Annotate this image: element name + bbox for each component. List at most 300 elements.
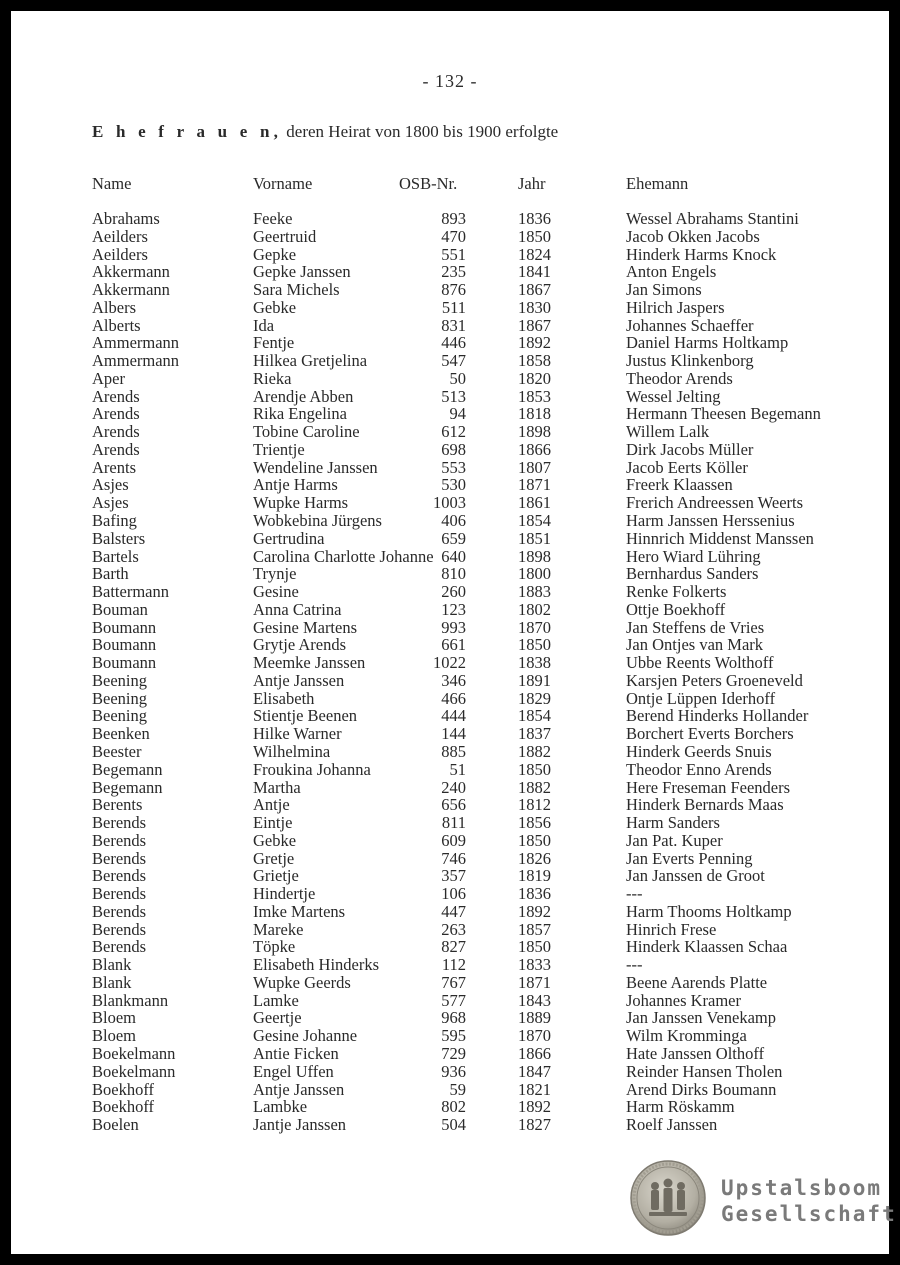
cell-name: Asjes (92, 493, 129, 513)
cell-osb: 551 (441, 244, 466, 264)
cell-ehemann: Wessel Jelting (626, 386, 721, 406)
cell-name: Ammermann (92, 333, 180, 353)
cell-name: Boumann (92, 617, 157, 637)
cell-name: Berends (92, 901, 147, 921)
cell-osb: 235 (441, 262, 466, 282)
cell-ehemann: Johannes Kramer (626, 990, 742, 1010)
table-row (92, 228, 872, 246)
cell-name: Begemann (92, 777, 163, 797)
cell-jahr: 1870 (518, 617, 551, 637)
cell-ehemann: Hate Janssen Olthoff (626, 1043, 765, 1063)
cell-jahr: 1858 (518, 351, 551, 371)
cell-vorname: Rieka (253, 368, 292, 388)
cell-name: Aeilders (92, 244, 148, 264)
cell-ehemann: Anton Engels (626, 262, 717, 282)
cell-vorname: Gesine Johanne (253, 1026, 358, 1046)
table-row (92, 352, 872, 370)
cell-osb: 94 (449, 404, 466, 424)
cell-ehemann: Wilm Kromminga (626, 1026, 747, 1046)
table-row (92, 1027, 872, 1045)
cell-vorname: Martha (253, 777, 301, 797)
cell-jahr: 1847 (518, 1061, 551, 1081)
cell-vorname: Gebke (253, 297, 297, 317)
column-header-ehemann: Ehemann (626, 174, 689, 193)
cell-osb: 1022 (433, 653, 466, 673)
table-row (92, 530, 872, 548)
cell-vorname: Hilkea Gretjelina (253, 351, 368, 371)
cell-name: Arends (92, 439, 140, 459)
cell-name: Beening (92, 706, 147, 726)
cell-name: Beening (92, 688, 147, 708)
cell-name: Asjes (92, 475, 129, 495)
heading-spaced-word: E h e f r a u e n, (92, 122, 283, 141)
cell-osb: 466 (441, 688, 466, 708)
cell-osb: 767 (441, 972, 466, 992)
table-row (92, 548, 872, 566)
cell-vorname: Arendje Abben (253, 386, 354, 406)
cell-vorname: Carolina Charlotte Johanne (253, 546, 434, 566)
cell-name: Arends (92, 404, 140, 424)
cell-ehemann: Arend Dirks Boumann (626, 1079, 777, 1099)
cell-jahr: 1854 (518, 706, 551, 726)
cell-jahr: 1853 (518, 386, 551, 406)
cell-ehemann: Theodor Arends (626, 368, 733, 388)
cell-name: Bafing (92, 511, 137, 531)
cell-jahr: 1827 (518, 1115, 551, 1135)
cell-vorname: Fentje (253, 333, 295, 353)
cell-vorname: Hilke Warner (253, 724, 342, 744)
table-row (92, 441, 872, 459)
cell-vorname: Wendeline Janssen (253, 457, 378, 477)
cell-jahr: 1866 (518, 439, 551, 459)
cell-ehemann: Freerk Klaassen (626, 475, 733, 495)
cell-name: Berends (92, 937, 147, 957)
cell-vorname: Wilhelmina (253, 741, 331, 761)
table-row (92, 938, 872, 956)
page-heading (92, 122, 558, 142)
cell-osb: 1003 (433, 493, 466, 513)
cell-jahr: 1856 (518, 813, 551, 833)
cell-jahr: 1826 (518, 848, 551, 868)
cell-vorname: Trynje (253, 564, 297, 584)
table-row (92, 494, 872, 512)
marriage-table (92, 175, 872, 1134)
cell-ehemann: Hinderk Harms Knock (626, 244, 777, 264)
cell-ehemann: Johannes Schaeffer (626, 315, 754, 335)
table-row (92, 885, 872, 903)
cell-osb: 144 (441, 724, 466, 744)
cell-jahr: 1800 (518, 564, 551, 584)
cell-osb: 357 (441, 866, 466, 886)
cell-ehemann: Hinrich Frese (626, 919, 717, 939)
cell-jahr: 1866 (518, 1043, 551, 1063)
cell-jahr: 1892 (518, 901, 551, 921)
cell-ehemann: Roelf Janssen (626, 1115, 718, 1135)
cell-name: Abrahams (92, 209, 160, 228)
cell-vorname: Gesine (253, 582, 299, 602)
society-logo (629, 1159, 897, 1239)
column-header-name: Name (92, 174, 132, 193)
cell-name: Beester (92, 741, 142, 761)
cell-vorname: Grietje (253, 866, 299, 886)
cell-ehemann: Jan Steffens de Vries (626, 617, 765, 637)
cell-vorname: Geertje (253, 1008, 302, 1028)
cell-jahr: 1830 (518, 297, 551, 317)
cell-vorname: Wupke Geerds (253, 972, 351, 992)
cell-jahr: 1850 (518, 226, 551, 246)
cell-name: Boumann (92, 635, 157, 655)
cell-vorname: Gebke (253, 830, 297, 850)
logo-line-1: Upstalsboom (721, 1176, 883, 1200)
cell-osb: 346 (441, 670, 466, 690)
cell-name: Berends (92, 919, 147, 939)
table-row (92, 423, 872, 441)
cell-osb: 885 (441, 741, 466, 761)
cell-name: Bloem (92, 1026, 136, 1046)
table-row (92, 1081, 872, 1099)
cell-jahr: 1871 (518, 972, 551, 992)
table-row (92, 956, 872, 974)
cell-name: Boekelmann (92, 1043, 176, 1063)
cell-vorname: Rika Engelina (253, 404, 347, 424)
cell-ehemann: Hilrich Jaspers (626, 297, 725, 317)
cell-vorname: Gesine Martens (253, 617, 358, 637)
table-row (92, 903, 872, 921)
cell-osb: 106 (441, 884, 466, 904)
cell-name: Aper (92, 368, 125, 388)
cell-vorname: Mareke (253, 919, 304, 939)
cell-jahr: 1843 (518, 990, 551, 1010)
cell-jahr: 1891 (518, 670, 551, 690)
cell-jahr: 1870 (518, 1026, 551, 1046)
cell-vorname: Imke Martens (253, 901, 346, 921)
cell-vorname: Elisabeth Hinderks (253, 955, 380, 975)
cell-osb: 511 (441, 297, 466, 317)
table-row (92, 832, 872, 850)
table-row (92, 654, 872, 672)
cell-jahr: 1850 (518, 635, 551, 655)
table-row (92, 743, 872, 761)
cell-vorname: Lamke (253, 990, 299, 1010)
table-row (92, 761, 872, 779)
cell-ehemann: Harm Sanders (626, 813, 720, 833)
cell-name: Boumann (92, 653, 157, 673)
cell-jahr: 1818 (518, 404, 551, 424)
table-row (92, 850, 872, 868)
cell-jahr: 1882 (518, 777, 551, 797)
table-row (92, 601, 872, 619)
cell-osb: 802 (441, 1097, 466, 1117)
cell-osb: 640 (441, 546, 466, 566)
cell-jahr: 1833 (518, 955, 551, 975)
heading-rest: deren Heirat von 1800 bis 1900 erfolgte (282, 122, 559, 141)
cell-ehemann: Jacob Eerts Köller (626, 457, 748, 477)
cell-vorname: Froukina Johanna (253, 759, 371, 779)
cell-osb: 746 (441, 848, 466, 868)
cell-osb: 936 (441, 1061, 466, 1081)
column-header-jahr: Jahr (518, 174, 546, 193)
cell-vorname: Antje Janssen (253, 670, 345, 690)
cell-vorname: Wupke Harms (253, 493, 349, 513)
cell-osb: 876 (441, 280, 466, 300)
cell-name: Akkermann (92, 280, 170, 300)
table-row (92, 690, 872, 708)
cell-vorname: Meemke Janssen (253, 653, 366, 673)
cell-jahr: 1836 (518, 884, 551, 904)
cell-osb: 447 (441, 901, 466, 921)
cell-ehemann: Hinnrich Middenst Manssen (626, 528, 814, 548)
cell-vorname: Gertrudina (253, 528, 325, 548)
cell-ehemann: Reinder Hansen Tholen (626, 1061, 783, 1081)
cell-name: Berends (92, 830, 147, 850)
table-row (92, 867, 872, 885)
cell-ehemann: Borchert Everts Borchers (626, 724, 794, 744)
cell-vorname: Hindertje (253, 884, 316, 904)
cell-osb: 893 (441, 209, 466, 228)
cell-ehemann: --- (626, 955, 643, 975)
cell-osb: 260 (441, 582, 466, 602)
cell-osb: 553 (441, 457, 466, 477)
cell-ehemann: Ubbe Reents Wolthoff (626, 653, 774, 673)
cell-osb: 51 (449, 759, 466, 779)
cell-vorname: Anna Catrina (253, 599, 342, 619)
cell-jahr: 1867 (518, 315, 551, 335)
cell-ehemann: Harm Röskamm (626, 1097, 735, 1117)
table-row (92, 210, 872, 228)
table-row (92, 636, 872, 654)
cell-osb: 698 (441, 439, 466, 459)
cell-vorname: Antje Harms (253, 475, 338, 495)
cell-osb: 59 (449, 1079, 466, 1099)
cell-vorname: Stientje Beenen (253, 706, 358, 726)
cell-osb: 993 (441, 617, 466, 637)
cell-ehemann: Hinderk Bernards Maas (626, 795, 784, 815)
cell-name: Alberts (92, 315, 141, 335)
cell-ehemann: Justus Klinkenborg (626, 351, 754, 371)
cell-osb: 612 (441, 422, 466, 442)
cell-jahr: 1836 (518, 209, 551, 228)
cell-name: Albers (92, 297, 136, 317)
table-row (92, 476, 872, 494)
table-row (92, 317, 872, 335)
cell-jahr: 1812 (518, 795, 551, 815)
cell-ehemann: Jan Simons (626, 280, 702, 300)
cell-vorname: Eintje (253, 813, 293, 833)
cell-name: Boelen (92, 1115, 139, 1135)
cell-vorname: Sara Michels (253, 280, 340, 300)
table-row (92, 246, 872, 264)
table-row (92, 1045, 872, 1063)
cell-ehemann: Jan Janssen de Groot (626, 866, 765, 886)
cell-ehemann: Hero Wiard Lühring (626, 546, 761, 566)
cell-name: Balsters (92, 528, 146, 548)
table-row (92, 619, 872, 637)
cell-ehemann: Beene Aarends Platte (626, 972, 768, 992)
cell-name: Barth (92, 564, 129, 584)
cell-name: Bartels (92, 546, 139, 566)
cell-vorname: Töpke (253, 937, 296, 957)
cell-ehemann: Jan Ontjes van Mark (626, 635, 764, 655)
cell-jahr: 1824 (518, 244, 551, 264)
cell-ehemann: Frerich Andreessen Weerts (626, 493, 804, 513)
cell-jahr: 1871 (518, 475, 551, 495)
cell-name: Akkermann (92, 262, 170, 282)
cell-name: Boekhoff (92, 1097, 155, 1117)
cell-jahr: 1850 (518, 759, 551, 779)
cell-osb: 547 (441, 351, 466, 371)
cell-jahr: 1889 (518, 1008, 551, 1028)
cell-vorname: Wobkebina Jürgens (253, 511, 382, 531)
cell-osb: 968 (441, 1008, 466, 1028)
cell-ehemann: Ottje Boekhoff (626, 599, 726, 619)
cell-jahr: 1802 (518, 599, 551, 619)
cell-jahr: 1850 (518, 937, 551, 957)
cell-vorname: Ida (253, 315, 275, 335)
cell-ehemann: Jan Janssen Venekamp (626, 1008, 776, 1028)
cell-osb: 659 (441, 528, 466, 548)
cell-jahr: 1829 (518, 688, 551, 708)
cell-jahr: 1883 (518, 582, 551, 602)
cell-osb: 827 (441, 937, 466, 957)
cell-vorname: Elisabeth (253, 688, 315, 708)
cell-name: Berends (92, 866, 147, 886)
cell-name: Bouman (92, 599, 148, 619)
cell-osb: 810 (441, 564, 466, 584)
table-row (92, 725, 872, 743)
table-row (92, 672, 872, 690)
cell-name: Bloem (92, 1008, 136, 1028)
cell-jahr: 1819 (518, 866, 551, 886)
cell-osb: 661 (441, 635, 466, 655)
cell-osb: 406 (441, 511, 466, 531)
cell-ehemann: Dirk Jacobs Müller (626, 439, 754, 459)
cell-name: Blank (92, 972, 132, 992)
cell-osb: 656 (441, 795, 466, 815)
cell-name: Berends (92, 884, 147, 904)
table-row (92, 814, 872, 832)
cell-vorname: Antje (253, 795, 290, 815)
table-row (92, 263, 872, 281)
cell-ehemann: Jan Everts Penning (626, 848, 753, 868)
cell-osb: 577 (441, 990, 466, 1010)
cell-vorname: Engel Uffen (253, 1061, 334, 1081)
cell-name: Blankmann (92, 990, 169, 1010)
cell-name: Aeilders (92, 226, 148, 246)
cell-ehemann: Harm Janssen Herssenius (626, 511, 795, 531)
cell-vorname: Geertruid (253, 226, 317, 246)
table-row (92, 388, 872, 406)
cell-jahr: 1882 (518, 741, 551, 761)
cell-jahr: 1898 (518, 422, 551, 442)
table-header-row (92, 175, 872, 193)
cell-ehemann: Karsjen Peters Groeneveld (626, 670, 803, 690)
cell-osb: 123 (441, 599, 466, 619)
cell-jahr: 1898 (518, 546, 551, 566)
cell-ehemann: --- (626, 884, 643, 904)
cell-vorname: Gretje (253, 848, 295, 868)
table-row (92, 779, 872, 797)
cell-name: Berents (92, 795, 143, 815)
cell-ehemann: Theodor Enno Arends (626, 759, 772, 779)
cell-vorname: Tobine Caroline (253, 422, 360, 442)
cell-osb: 504 (441, 1115, 466, 1135)
column-header-osb: OSB-Nr. (399, 174, 458, 193)
cell-name: Boekhoff (92, 1079, 155, 1099)
cell-jahr: 1807 (518, 457, 551, 477)
cell-ehemann: Daniel Harms Holtkamp (626, 333, 789, 353)
cell-vorname: Jantje Janssen (253, 1115, 347, 1135)
cell-osb: 595 (441, 1026, 466, 1046)
cell-jahr: 1851 (518, 528, 551, 548)
cell-ehemann: Harm Thooms Holtkamp (626, 901, 792, 921)
cell-ehemann: Hinderk Geerds Snuis (626, 741, 772, 761)
cell-vorname: Gepke Janssen (253, 262, 351, 282)
table-row (92, 370, 872, 388)
cell-ehemann: Bernhardus Sanders (626, 564, 759, 584)
cell-name: Arends (92, 386, 140, 406)
table-row (92, 459, 872, 477)
cell-osb: 263 (441, 919, 466, 939)
table-row (92, 707, 872, 725)
cell-ehemann: Hermann Theesen Begemann (626, 404, 821, 424)
document-page (11, 11, 897, 1254)
table-row (92, 583, 872, 601)
cell-name: Beenken (92, 724, 150, 744)
column-header-vorname: Vorname (253, 174, 313, 193)
table-row (92, 974, 872, 992)
cell-jahr: 1892 (518, 1097, 551, 1117)
cell-name: Ammermann (92, 351, 180, 371)
cell-jahr: 1838 (518, 653, 551, 673)
cell-osb: 240 (441, 777, 466, 797)
table-row (92, 992, 872, 1010)
table-row (92, 1063, 872, 1081)
logo-text (721, 1175, 897, 1227)
cell-ehemann: Here Freseman Feenders (626, 777, 791, 797)
cell-jahr: 1867 (518, 280, 551, 300)
table-row (92, 1009, 872, 1027)
cell-vorname: Grytje Arends (253, 635, 347, 655)
page-number: - 132 - (422, 71, 478, 91)
cell-jahr: 1820 (518, 368, 551, 388)
cell-ehemann: Willem Lalk (626, 422, 710, 442)
cell-name: Blank (92, 955, 132, 975)
cell-jahr: 1892 (518, 333, 551, 353)
cell-vorname: Trientje (253, 439, 305, 459)
cell-jahr: 1850 (518, 830, 551, 850)
cell-osb: 530 (441, 475, 466, 495)
cell-name: Beening (92, 670, 147, 690)
cell-osb: 446 (441, 333, 466, 353)
cell-osb: 609 (441, 830, 466, 850)
table-row (92, 334, 872, 352)
cell-ehemann: Jan Pat. Kuper (626, 830, 723, 850)
cell-osb: 831 (441, 315, 466, 335)
cell-osb: 470 (441, 226, 466, 246)
cell-ehemann: Renke Folkerts (626, 582, 727, 602)
table-row (92, 281, 872, 299)
cell-osb: 811 (441, 813, 466, 833)
cell-name: Berends (92, 813, 147, 833)
table-row (92, 565, 872, 583)
table-row (92, 405, 872, 423)
cell-name: Begemann (92, 759, 163, 779)
table-row (92, 1098, 872, 1116)
cell-ehemann: Ontje Lüppen Iderhoff (626, 688, 776, 708)
table-row (92, 299, 872, 317)
cell-vorname: Antje Janssen (253, 1079, 345, 1099)
cell-osb: 112 (441, 955, 466, 975)
